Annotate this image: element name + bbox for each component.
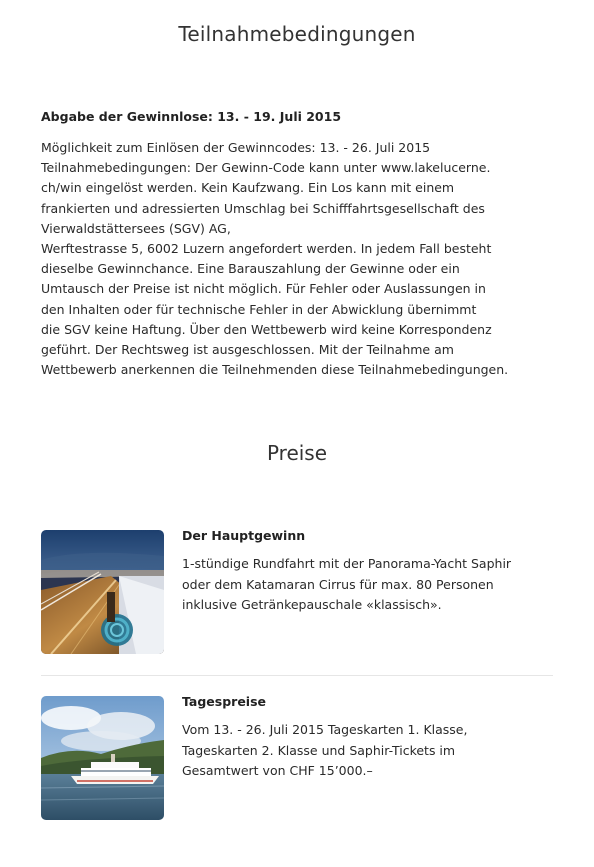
terms-line: geführt. Der Rechtsweg ist ausgeschlossen. Mit der Teilnahme am [41, 342, 454, 358]
terms-line: Vierwaldstättersees (SGV) AG, [41, 220, 231, 236]
prizes-section-title: Preise [266, 441, 328, 465]
terms-line: Teilnahmebedingungen: Der Gewinn-Code kann unter www.lakelucerne. [41, 160, 491, 176]
prize-description-line: 1-stündige Rundfahrt mit der Panorama-Yacht Saphir [182, 556, 512, 571]
terms-heading: Abgabe der Gewinnlose: 13. - 19. Juli 2015 [41, 109, 342, 124]
prize-description-line: inklusive Getränkepauschale «klassisch». [182, 597, 442, 612]
prize-divider [41, 675, 553, 676]
terms-line: Wettbewerb anerkennen die Teilnehmenden diese Teilnahmebedingungen. [41, 362, 509, 378]
terms-line: den Inhalten oder für technische Fehler in der Abwicklung übernimmt [41, 301, 477, 317]
terms-body [41, 138, 561, 380]
terms-line: frankierten und adressierten Umschlag bei Schifffahrtsgesellschaft des [41, 200, 485, 216]
terms-line: dieselbe Gewinnchance. Eine Barauszahlung der Gewinne oder ein [41, 261, 460, 277]
prize-description [182, 554, 552, 616]
prize-description-line: oder dem Katamaran Cirrus für max. 80 Personen [182, 576, 494, 592]
prize-description [182, 720, 552, 782]
prize-title: Tagespreise [182, 694, 267, 709]
page-title: Teilnahmebedingungen [178, 22, 416, 46]
yacht-deck-sunset-photo [41, 530, 164, 654]
prize-title: Der Hauptgewinn [182, 528, 306, 543]
terms-line: Möglichkeit zum Einlösen der Gewinncodes: 13. - 26. Juli 2015 [41, 140, 431, 155]
terms-line: Umtausch der Preise ist nicht möglich. Für Fehler oder Auslassungen in [41, 281, 486, 297]
prize-description-line: Vom 13. - 26. Juli 2015 Tageskarten 1. Klasse, [182, 722, 468, 737]
terms-line: Werftestrasse 5, 6002 Luzern angefordert werden. In jedem Fall besteht [41, 241, 492, 257]
terms-line: die SGV keine Haftung. Über den Wettbewerb wird keine Korrespondenz [41, 321, 492, 337]
paddle-steamer-lake-photo [41, 696, 164, 820]
prize-description-line: Gesamtwert von CHF 15’000.– [182, 763, 373, 778]
prize-description-line: Tageskarten 2. Klasse und Saphir-Tickets im [182, 742, 456, 758]
terms-line: ch/win eingelöst werden. Kein Kaufzwang. Ein Los kann mit einem [41, 180, 455, 196]
